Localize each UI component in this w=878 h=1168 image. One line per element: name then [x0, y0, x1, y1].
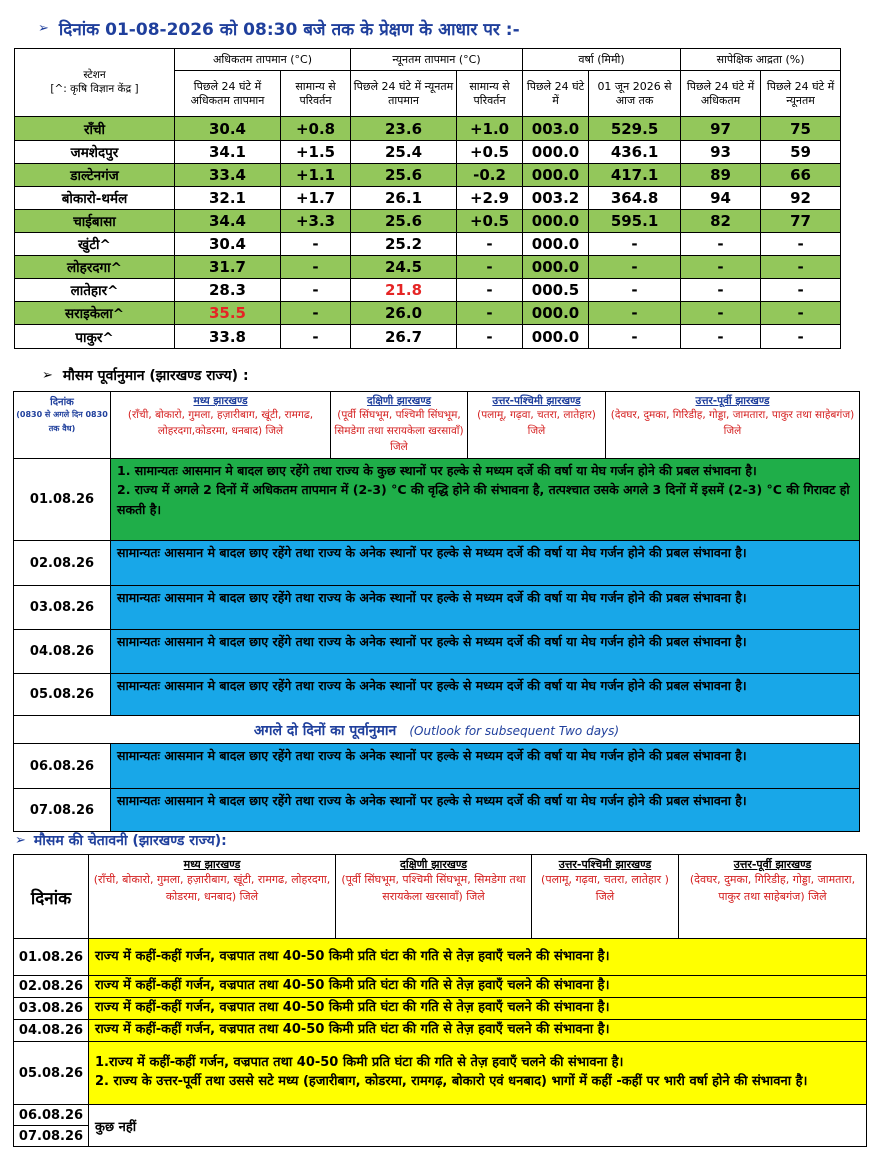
forecast-row	[14, 630, 860, 674]
station-row	[15, 256, 841, 279]
outlook-text: सामान्यतः आसमान मे बादल छाए रहेंगे तथा राज्य के अनेक स्थानों पर हल्के से मध्यम दर्जे की वर्षा या मेघ गर्जन होने की प्रबल संभावना है।	[111, 744, 860, 789]
station-name: जमशेदपुर	[15, 141, 175, 164]
rain-24h: 000.0	[523, 302, 589, 325]
max-temp: 28.3	[175, 279, 281, 302]
warning-row	[14, 1105, 867, 1126]
warning-text	[89, 1042, 867, 1105]
station-row	[15, 164, 841, 187]
rh-min: 77	[761, 210, 841, 233]
rh-max: 89	[681, 164, 761, 187]
rain-season-header: 01 जून 2026 से आज तक	[589, 71, 681, 117]
forecast-row	[14, 674, 860, 716]
forecast-region-northeast: उत्तर-पूर्वी झारखण्ड (देवघर, दुमका, गिरिडीह, गोड्डा, जामतारा, पाकुर तथा साहेबगंज) जिले	[606, 392, 860, 459]
max-departure: +0.8	[281, 117, 351, 141]
max-departure: +1.1	[281, 164, 351, 187]
station-name: पाकुर^	[15, 325, 175, 349]
warning-row	[14, 998, 867, 1020]
max-departure: +1.5	[281, 141, 351, 164]
warning-date: 02.08.26	[14, 976, 89, 998]
min-departure: -	[457, 256, 523, 279]
forecast-text	[111, 459, 860, 541]
min-temp: 25.6	[351, 210, 457, 233]
rh-min: 75	[761, 117, 841, 141]
rh-min: 59	[761, 141, 841, 164]
arrow-icon: ➢	[15, 832, 26, 848]
rh-min: -	[761, 325, 841, 349]
warning-date: 01.08.26	[14, 939, 89, 976]
min-temp: 25.6	[351, 164, 457, 187]
observation-table	[14, 48, 841, 349]
forecast-date-header: दिनांक	[50, 397, 74, 408]
rh-max: -	[681, 256, 761, 279]
outlook-date: 07.08.26	[14, 789, 111, 832]
warning-date: 04.08.26	[14, 1020, 89, 1042]
station-header-cell	[15, 49, 175, 117]
rh-min-header: पिछले 24 घंटे में न्यूनतम	[761, 71, 841, 117]
rh-min: -	[761, 256, 841, 279]
min-departure: -	[457, 302, 523, 325]
rain-season: -	[589, 256, 681, 279]
outlook-text: सामान्यतः आसमान मे बादल छाए रहेंगे तथा राज्य के अनेक स्थानों पर हल्के से मध्यम दर्जे की वर्षा या मेघ गर्जन होने की प्रबल संभावना है।	[111, 789, 860, 832]
max-temp-header: अधिकतम तापमान (°C)	[175, 49, 351, 71]
humidity-header: सापेक्षिक आद्रता (%)	[681, 49, 841, 71]
warning-date: 03.08.26	[14, 998, 89, 1020]
rh-max: -	[681, 325, 761, 349]
forecast-row	[14, 459, 860, 541]
min-temp-header: न्यूनतम तापमान (°C)	[351, 49, 523, 71]
rh-max: -	[681, 302, 761, 325]
station-note: [^: कृषि विज्ञान केंद्र ]	[50, 82, 139, 95]
forecast-date: 03.08.26	[14, 586, 111, 630]
min-dep-header: सामान्य से परिवर्तन	[457, 71, 523, 117]
outlook-date: 06.08.26	[14, 744, 111, 789]
warning-line: 2. राज्य के उत्तर-पूर्वी तथा उससे सटे मध्य (हजारीबाग, कोडरमा, रामगढ़, बोकारो एवं धनबाद) भागों में कहीं -कहीं पर भारी वर्षा होने की संभावना है।	[95, 1074, 808, 1089]
forecast-line: 1. सामान्यतः आसमान मे बादल छाए रहेंगे तथा राज्य के कुछ स्थानों पर हल्के से मध्यम दर्जे की वर्षा या मेघ गर्जन होने की प्रबल संभावना है।	[117, 463, 757, 478]
min-departure: +1.0	[457, 117, 523, 141]
rain-season: -	[589, 325, 681, 349]
rh-max: -	[681, 279, 761, 302]
rain-24h: 000.0	[523, 256, 589, 279]
warning-date-header: दिनांक	[30, 889, 72, 909]
rain-24h: 003.2	[523, 187, 589, 210]
forecast-row	[14, 541, 860, 586]
outlook-heading	[14, 716, 860, 744]
warning-row	[14, 1020, 867, 1042]
rh-max: 97	[681, 117, 761, 141]
observation-rows	[15, 117, 841, 349]
min-temp: 21.8	[351, 279, 457, 302]
rain-24-header: पिछले 24 घंटे में	[523, 71, 589, 117]
max-departure: +1.7	[281, 187, 351, 210]
forecast-date: 05.08.26	[14, 674, 111, 716]
station-row	[15, 117, 841, 141]
rain-season: 436.1	[589, 141, 681, 164]
min-departure: +0.5	[457, 210, 523, 233]
warning-date: 07.08.26	[14, 1126, 89, 1147]
max-temp: 34.1	[175, 141, 281, 164]
rh-max-header: पिछले 24 घंटे में अधिकतम	[681, 71, 761, 117]
forecast-text: सामान्यतः आसमान मे बादल छाए रहेंगे तथा राज्य के अनेक स्थानों पर हल्के से मध्यम दर्जे की वर्षा या मेघ गर्जन होने की प्रबल संभावना है।	[111, 586, 860, 630]
station-row	[15, 210, 841, 233]
station-name: सराइकेला^	[15, 302, 175, 325]
max-temp: 31.7	[175, 256, 281, 279]
min-temp: 23.6	[351, 117, 457, 141]
rh-min: 92	[761, 187, 841, 210]
min-temp: 25.2	[351, 233, 457, 256]
rain-24h: 003.0	[523, 117, 589, 141]
outlook-heading-hindi: अगले दो दिनों का पूर्वानुमान	[253, 722, 397, 739]
forecast-table	[13, 391, 860, 832]
rain-season: 364.8	[589, 187, 681, 210]
min-temp: 25.4	[351, 141, 457, 164]
rain-season: 417.1	[589, 164, 681, 187]
rain-season: -	[589, 233, 681, 256]
warning-none-text: कुछ नहीं	[89, 1105, 867, 1147]
warning-date-header-cell	[14, 855, 89, 939]
max-temp: 30.4	[175, 233, 281, 256]
min-departure: +2.9	[457, 187, 523, 210]
warning-row	[14, 976, 867, 998]
station-row	[15, 141, 841, 164]
outlook-row	[14, 789, 860, 832]
warning-region-northwest: उत्तर-पश्चिमी झारखण्ड (पलामू, गढ़वा, चतरा, लातेहार ) जिले	[532, 855, 679, 939]
min-temp: 26.1	[351, 187, 457, 210]
rh-min: -	[761, 233, 841, 256]
station-name: बोकारो-थर्मल	[15, 187, 175, 210]
min-temp: 26.7	[351, 325, 457, 349]
rain-24h: 000.0	[523, 325, 589, 349]
min-departure: -	[457, 279, 523, 302]
station-name: चाईबासा	[15, 210, 175, 233]
station-name: डाल्टेनगंज	[15, 164, 175, 187]
rain-season: -	[589, 279, 681, 302]
min-temp: 24.5	[351, 256, 457, 279]
station-header: स्टेशन	[83, 69, 106, 82]
arrow-icon: ➢	[42, 367, 53, 383]
rh-max: -	[681, 233, 761, 256]
warning-title-text: मौसम की चेतावनी (झारखण्ड राज्य):	[33, 832, 227, 849]
min-departure: -	[457, 233, 523, 256]
min-departure: -0.2	[457, 164, 523, 187]
warning-table	[13, 854, 867, 1147]
warning-line: 1.राज्य में कहीं-कहीं गर्जन, वज्रपात तथा 40-50 किमी प्रति घंटा की गति से तेज़ हवाएँ चलने की संभावना है।	[95, 1055, 624, 1071]
warning-text: राज्य में कहीं-कहीं गर्जन, वज्रपात तथा 40-50 किमी प्रति घंटा की गति से तेज़ हवाएँ चलने की संभावना है।	[89, 1020, 867, 1042]
rain-season: 529.5	[589, 117, 681, 141]
forecast-title	[42, 364, 249, 386]
forecast-date: 04.08.26	[14, 630, 111, 674]
max-departure: -	[281, 279, 351, 302]
max-dep-header: सामान्य से परिवर्तन	[281, 71, 351, 117]
forecast-text: सामान्यतः आसमान मे बादल छाए रहेंगे तथा राज्य के अनेक स्थानों पर हल्के से मध्यम दर्जे की वर्षा या मेघ गर्जन होने की प्रबल संभावना है।	[111, 630, 860, 674]
forecast-date: 02.08.26	[14, 541, 111, 586]
forecast-line: 2. राज्य में अगले 2 दिनों में अधिकतम तापमान में (2-3) °C की वृद्धि होने की संभावना है, तत्पश्चात उसके अगले 3 दिनों में इसमें (2-3) °C की गिरावट हो सकती है।	[117, 482, 850, 517]
warning-text: राज्य में कहीं-कहीं गर्जन, वज्रपात तथा 40-50 किमी प्रति घंटा की गति से तेज़ हवाएँ चलने की संभावना है।	[89, 998, 867, 1020]
warning-row	[14, 939, 867, 976]
station-name: लोहरदगा^	[15, 256, 175, 279]
station-name: लातेहार^	[15, 279, 175, 302]
warning-region-northeast: उत्तर-पूर्वी झारखण्ड (देवघर, दुमका, गिरिडीह, गोड्डा, जामतारा, पाकुर तथा साहेबगंज) जिले	[679, 855, 867, 939]
rain-24h: 000.0	[523, 210, 589, 233]
min-temp: 26.0	[351, 302, 457, 325]
forecast-region-northwest: उत्तर-पश्चिमी झारखण्ड (पलामू, गढ़वा, चतरा, लातेहार) जिले	[468, 392, 606, 459]
observation-title	[38, 15, 520, 41]
max-departure: -	[281, 302, 351, 325]
warning-title	[15, 829, 227, 851]
max-temp: 30.4	[175, 117, 281, 141]
forecast-row	[14, 586, 860, 630]
station-row	[15, 325, 841, 349]
station-name: खुंटी^	[15, 233, 175, 256]
warning-region-south: दक्षिणी झारखण्ड (पूर्वी सिंघभूम, पश्चिमी सिंघभूम, सिमडेगा तथा सरायकेला खरसावाँ) जिले	[336, 855, 532, 939]
warning-text: राज्य में कहीं-कहीं गर्जन, वज्रपात तथा 40-50 किमी प्रति घंटा की गति से तेज़ हवाएँ चलने की संभावना है।	[89, 939, 867, 976]
max-departure: +3.3	[281, 210, 351, 233]
rain-header: वर्षा (मिमी)	[523, 49, 681, 71]
station-row	[15, 233, 841, 256]
min-departure: -	[457, 325, 523, 349]
rain-season: -	[589, 302, 681, 325]
warning-row	[14, 1042, 867, 1105]
rh-max: 93	[681, 141, 761, 164]
max-temp: 35.5	[175, 302, 281, 325]
forecast-text: सामान्यतः आसमान मे बादल छाए रहेंगे तथा राज्य के अनेक स्थानों पर हल्के से मध्यम दर्जे की वर्षा या मेघ गर्जन होने की प्रबल संभावना है।	[111, 674, 860, 716]
rain-24h: 000.0	[523, 141, 589, 164]
rh-min: 66	[761, 164, 841, 187]
max-departure: -	[281, 325, 351, 349]
warning-region-central: मध्य झारखण्ड (राँची, बोकारो, गुमला, हज़ारीबाग, खूंटी, रामगढ, लोहरदगा, कोडरमा, धनबाद) जिले	[89, 855, 336, 939]
rh-min: -	[761, 302, 841, 325]
forecast-text: सामान्यतः आसमान मे बादल छाए रहेंगे तथा राज्य के अनेक स्थानों पर हल्के से मध्यम दर्जे की वर्षा या मेघ गर्जन होने की प्रबल संभावना है।	[111, 541, 860, 586]
rh-max: 94	[681, 187, 761, 210]
rain-24h: 000.0	[523, 233, 589, 256]
forecast-date: 01.08.26	[14, 459, 111, 541]
forecast-region-central: मध्य झारखण्ड (राँची, बोकारो, गुमला, हज़ारीबाग, खूंटी, रामगढ, लोहरदगा,कोडरमा, धनबाद) जिले	[111, 392, 331, 459]
station-row	[15, 279, 841, 302]
warning-date: 05.08.26	[14, 1042, 89, 1105]
observation-title-text: दिनांक 01-08-2026 को 08:30 बजे तक के प्रेक्षण के आधार पर :-	[58, 19, 520, 40]
rain-24h: 000.5	[523, 279, 589, 302]
max-24-header: पिछले 24 घंटे में अधिकतम तापमान	[175, 71, 281, 117]
forecast-title-text: मौसम पूर्वानुमान (झारखण्ड राज्य) :	[62, 367, 249, 384]
outlook-row	[14, 744, 860, 789]
max-departure: -	[281, 233, 351, 256]
max-temp: 32.1	[175, 187, 281, 210]
max-temp: 34.4	[175, 210, 281, 233]
rh-min: -	[761, 279, 841, 302]
arrow-icon: ➢	[38, 20, 49, 36]
warning-text: राज्य में कहीं-कहीं गर्जन, वज्रपात तथा 40-50 किमी प्रति घंटा की गति से तेज़ हवाएँ चलने की संभावना है।	[89, 976, 867, 998]
forecast-region-south: दक्षिणी झारखण्ड (पूर्वी सिंघभूम, पश्चिमी सिंघभूम, सिमडेगा तथा सरायकेला खरसावाँ) जिले	[331, 392, 468, 459]
warning-date: 06.08.26	[14, 1105, 89, 1126]
min-departure: +0.5	[457, 141, 523, 164]
rh-max: 82	[681, 210, 761, 233]
min-24-header: पिछले 24 घंटे में न्यूनतम तापमान	[351, 71, 457, 117]
forecast-date-header-cell	[14, 392, 111, 459]
max-departure: -	[281, 256, 351, 279]
station-name: राँची	[15, 117, 175, 141]
max-temp: 33.4	[175, 164, 281, 187]
station-row	[15, 187, 841, 210]
max-temp: 33.8	[175, 325, 281, 349]
forecast-date-validity: (0830 से अगले दिन 0830 तक वैध)	[16, 410, 108, 433]
outlook-heading-english: (Outlook for subsequent Two days)	[409, 723, 620, 738]
station-row	[15, 302, 841, 325]
rain-24h: 000.0	[523, 164, 589, 187]
rain-season: 595.1	[589, 210, 681, 233]
